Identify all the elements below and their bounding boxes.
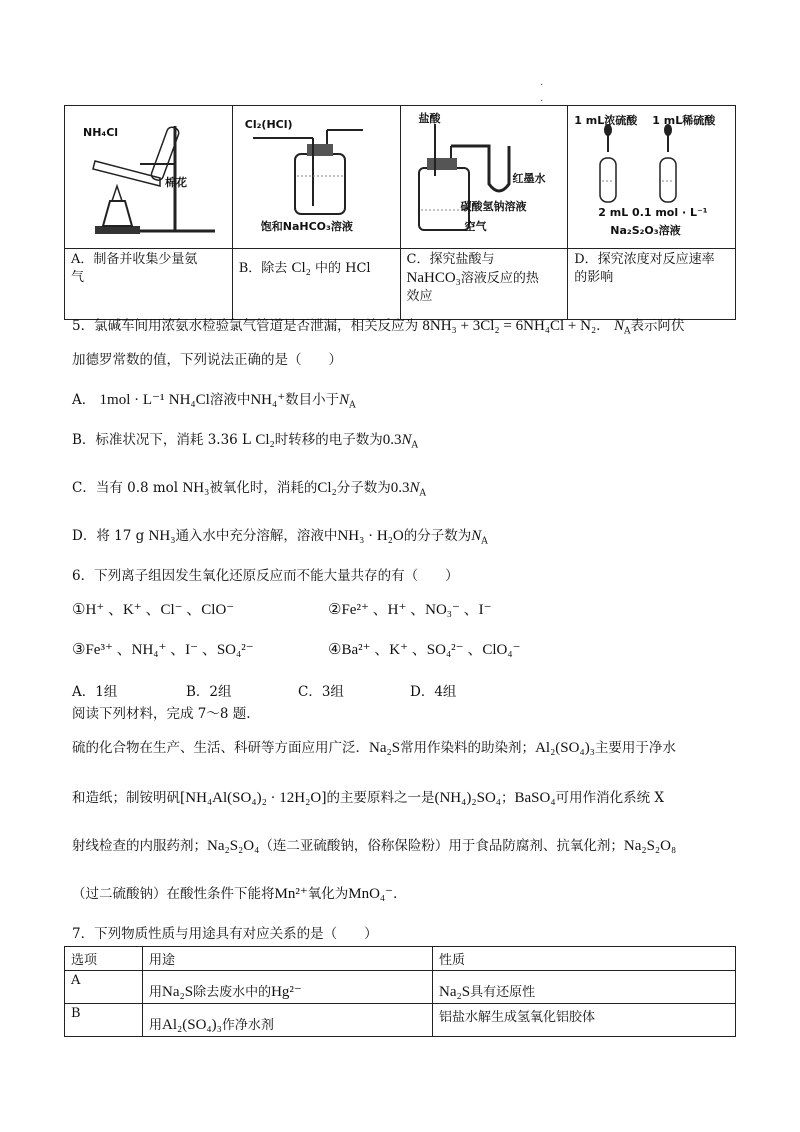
header-property: 性质 bbox=[433, 947, 736, 971]
label-red-ink: 红墨水 bbox=[512, 172, 546, 185]
text: （连二亚硫酸钠，俗称保险粉）用于食品防腐剂、抗氧化剂； bbox=[259, 838, 624, 854]
text: 氧化为 bbox=[307, 886, 349, 902]
q5-option-b[interactable] bbox=[72, 430, 418, 450]
q6-option-b[interactable]: B．2组 bbox=[186, 684, 232, 700]
q5-stem-punct: ． bbox=[596, 318, 610, 334]
row-use bbox=[143, 1004, 433, 1037]
text: ]的主要原料之一是 bbox=[321, 790, 435, 806]
na-symbol: N bbox=[401, 432, 412, 448]
formula: MnO₄⁻ bbox=[348, 886, 394, 902]
text: 硫的化合物在生产、生活、科研等方面应用广泛． bbox=[72, 740, 369, 756]
value: 0.3 bbox=[382, 432, 402, 448]
formula: NH₄Cl bbox=[168, 392, 210, 408]
caption-c bbox=[400, 249, 568, 320]
caption-b-text2: 中的 HCl bbox=[315, 261, 371, 276]
q6-option-c[interactable]: C．3组 bbox=[298, 684, 344, 700]
q6-group-3: ③Fe³⁺ 、NH₄⁺ 、I⁻ 、SO₄²⁻ bbox=[72, 642, 254, 658]
formula: NH₃ · H₂O bbox=[337, 528, 404, 544]
text: 主要用于净水 bbox=[594, 740, 676, 756]
label-amount: 2 mL 0.1 mol · L⁻¹ bbox=[598, 206, 708, 219]
text: ． bbox=[393, 886, 407, 902]
table-row[interactable] bbox=[65, 971, 736, 1004]
apparatus-c-image bbox=[400, 106, 568, 249]
material-line3 bbox=[72, 836, 676, 856]
option-text: 溶液中 bbox=[209, 392, 251, 408]
ion: NH₄⁺ bbox=[250, 392, 286, 408]
label-nahco3-solution: 碳酸氢钠溶液 bbox=[460, 200, 527, 213]
caption-d-line2: 的影响 bbox=[574, 270, 614, 285]
header-option: 选项 bbox=[65, 947, 143, 971]
q6-option-d[interactable]: D．4组 bbox=[410, 684, 457, 700]
apparatus-a-image bbox=[65, 106, 233, 249]
caption-d bbox=[568, 249, 736, 320]
q6-group-4: ④Ba²⁺ 、K⁺ 、SO₄²⁻ 、ClO₄⁻ bbox=[328, 642, 521, 658]
formula: BaSO₄ bbox=[514, 790, 556, 806]
q5-stem: 5．氯碱车间用浓氨水检验氯气管道是否泄漏，相关反应为 bbox=[72, 318, 419, 334]
na-symbol: N bbox=[409, 480, 420, 496]
material-line4 bbox=[72, 884, 407, 904]
caption-b-formula: Cl₂ bbox=[291, 260, 311, 276]
option-text: B．标准状况下，消耗 3.36 L bbox=[72, 432, 252, 448]
table-header-row bbox=[65, 947, 736, 971]
option-label: A． bbox=[72, 392, 96, 408]
formula: Na₂S bbox=[369, 740, 401, 756]
concentration: 1mol · L⁻¹ bbox=[99, 392, 165, 408]
caption-c-line2: 溶液反应的热 bbox=[460, 271, 539, 286]
table-row[interactable] bbox=[65, 1004, 736, 1037]
row-option: B bbox=[65, 1004, 143, 1037]
row-use bbox=[143, 971, 433, 1004]
formula: Na₂S bbox=[162, 984, 194, 1000]
q7-table bbox=[64, 946, 736, 1037]
q6-group-1: ①H⁺ 、K⁺ 、Cl⁻ 、ClO⁻ bbox=[72, 602, 235, 618]
caption-a bbox=[65, 249, 233, 320]
text: ； bbox=[501, 790, 515, 806]
apparatus-b-image bbox=[232, 106, 400, 249]
label-cl2-gas: Cl₂(HCl) bbox=[244, 118, 293, 131]
text: 常用作染料的助染剂； bbox=[400, 740, 536, 756]
text: 除去废水中的 bbox=[193, 985, 272, 1000]
formula: NH₃ bbox=[148, 528, 176, 544]
caption-d-line1: D．探究浓度对反应速率 bbox=[574, 252, 715, 267]
q6-option-a[interactable]: A．1组 bbox=[72, 684, 118, 700]
na-symbol: N bbox=[339, 392, 350, 408]
text: 用 bbox=[149, 985, 163, 1000]
caption-c-formula: NaHCO₃ bbox=[406, 270, 461, 286]
na-subscript: A bbox=[411, 440, 418, 451]
value: 0.3 bbox=[390, 480, 410, 496]
option-text: C．当有 0.8 mol bbox=[72, 480, 179, 496]
caption-a-line1: A．制备并收集少量氨 bbox=[71, 252, 198, 267]
na-symbol: N bbox=[471, 528, 482, 544]
q5-stem-line2: 加德罗常数的值，下列说法正确的是（ ） bbox=[72, 352, 342, 368]
caption-c-line1: C．探究盐酸与 bbox=[406, 252, 495, 267]
header-use: 用途 bbox=[143, 947, 433, 971]
label-na2s2o3: Na₂S₂O₃溶液 bbox=[610, 224, 681, 237]
formula: Mn²⁺ bbox=[274, 886, 308, 902]
caption-b-text: B．除去 bbox=[238, 261, 288, 276]
text: 用 bbox=[149, 1018, 163, 1033]
q5-option-a[interactable] bbox=[72, 390, 356, 410]
option-text: 时转移的电子数为 bbox=[274, 432, 383, 448]
option-text: D．将 17 g bbox=[72, 528, 145, 544]
text: 可用作消化系统 X bbox=[555, 790, 664, 806]
label-nahco3: 饱和NaHCO₃溶液 bbox=[260, 220, 353, 233]
option-text: 的分子数为 bbox=[403, 528, 472, 544]
q5-stem-line1 bbox=[72, 316, 685, 336]
formula: NH₄Al(SO₄)₂ · 12H₂O bbox=[185, 790, 322, 806]
na-subscript: A bbox=[419, 488, 427, 499]
label-cotton: 棉花 bbox=[165, 176, 187, 189]
text: 和造纸；制铵明矾[ bbox=[72, 790, 186, 806]
option-text: 数目小于 bbox=[285, 392, 340, 408]
text: （过二硫酸钠）在酸性条件下能将 bbox=[72, 886, 275, 902]
text: 作净水剂 bbox=[221, 1018, 274, 1033]
option-text: 分子数为 bbox=[336, 480, 391, 496]
formula: Na₂S bbox=[439, 984, 471, 1000]
row-property: 铝盐水解生成氢氧化铝胶体 bbox=[433, 1004, 736, 1037]
formula: Na₂S₂O₈ bbox=[623, 838, 677, 854]
apparatus-d-image bbox=[568, 106, 736, 249]
material-intro: 阅读下列材料，完成 7～8 题. bbox=[72, 706, 251, 722]
na-subscript: A bbox=[349, 400, 356, 411]
label-conc-h2so4: 1 mL浓硫酸 bbox=[574, 114, 638, 127]
ion: Hg²⁻ bbox=[271, 984, 302, 1000]
caption-c-line3: 效应 bbox=[406, 289, 433, 304]
material-line1 bbox=[72, 738, 676, 758]
q6-stem: 6．下列离子组因发生氧化还原反应而不能大量共存的有（ ） bbox=[72, 568, 459, 584]
formula: NH₃ bbox=[182, 480, 210, 496]
formula: Na₂S₂O₄ bbox=[207, 838, 260, 854]
stray-mark: · bbox=[540, 80, 544, 91]
formula: Al₂(SO₄)₃ bbox=[162, 1017, 222, 1033]
q5-option-d[interactable] bbox=[72, 526, 488, 546]
label-nh4cl: NH₄Cl bbox=[83, 126, 119, 139]
caption-b bbox=[232, 249, 400, 320]
text: 射线检查的内服药剂； bbox=[72, 838, 207, 854]
na-subscript: A bbox=[481, 536, 488, 547]
apparatus-table bbox=[64, 105, 736, 320]
q5-option-c[interactable] bbox=[72, 478, 426, 498]
q6-group-2: ②Fe²⁺ 、H⁺ 、NO₃⁻ 、I⁻ bbox=[328, 602, 492, 618]
q5-equation: 8NH₃ + 3Cl₂ = 6NH₄Cl + N₂ bbox=[422, 318, 597, 334]
stray-mark: · bbox=[540, 96, 544, 107]
q7-stem: 7．下列物质性质与用途具有对应关系的是（ ） bbox=[72, 926, 378, 942]
row-property bbox=[433, 971, 736, 1004]
row-option: A bbox=[65, 971, 143, 1004]
caption-a-line2: 气 bbox=[71, 270, 85, 285]
na-subscript: A bbox=[624, 326, 631, 337]
text: 具有还原性 bbox=[470, 985, 536, 1000]
option-text: 通入水中充分溶解，溶液中 bbox=[175, 528, 338, 544]
label-hcl: 盐酸 bbox=[418, 112, 441, 125]
option-text: 被氧化时，消耗的 bbox=[209, 480, 318, 496]
na-symbol: N bbox=[614, 318, 625, 334]
formula: (NH₄)₂SO₄ bbox=[434, 790, 502, 806]
formula: Al₂(SO₄)₃ bbox=[535, 740, 595, 756]
label-air: 空气 bbox=[464, 220, 487, 233]
label-dilute-h2so4: 1 mL稀硫酸 bbox=[652, 114, 716, 127]
formula: Cl₂ bbox=[317, 480, 337, 496]
material-line2 bbox=[72, 788, 664, 808]
formula: Cl₂ bbox=[255, 432, 275, 448]
q5-stem-tail: 表示阿伏 bbox=[630, 318, 685, 334]
